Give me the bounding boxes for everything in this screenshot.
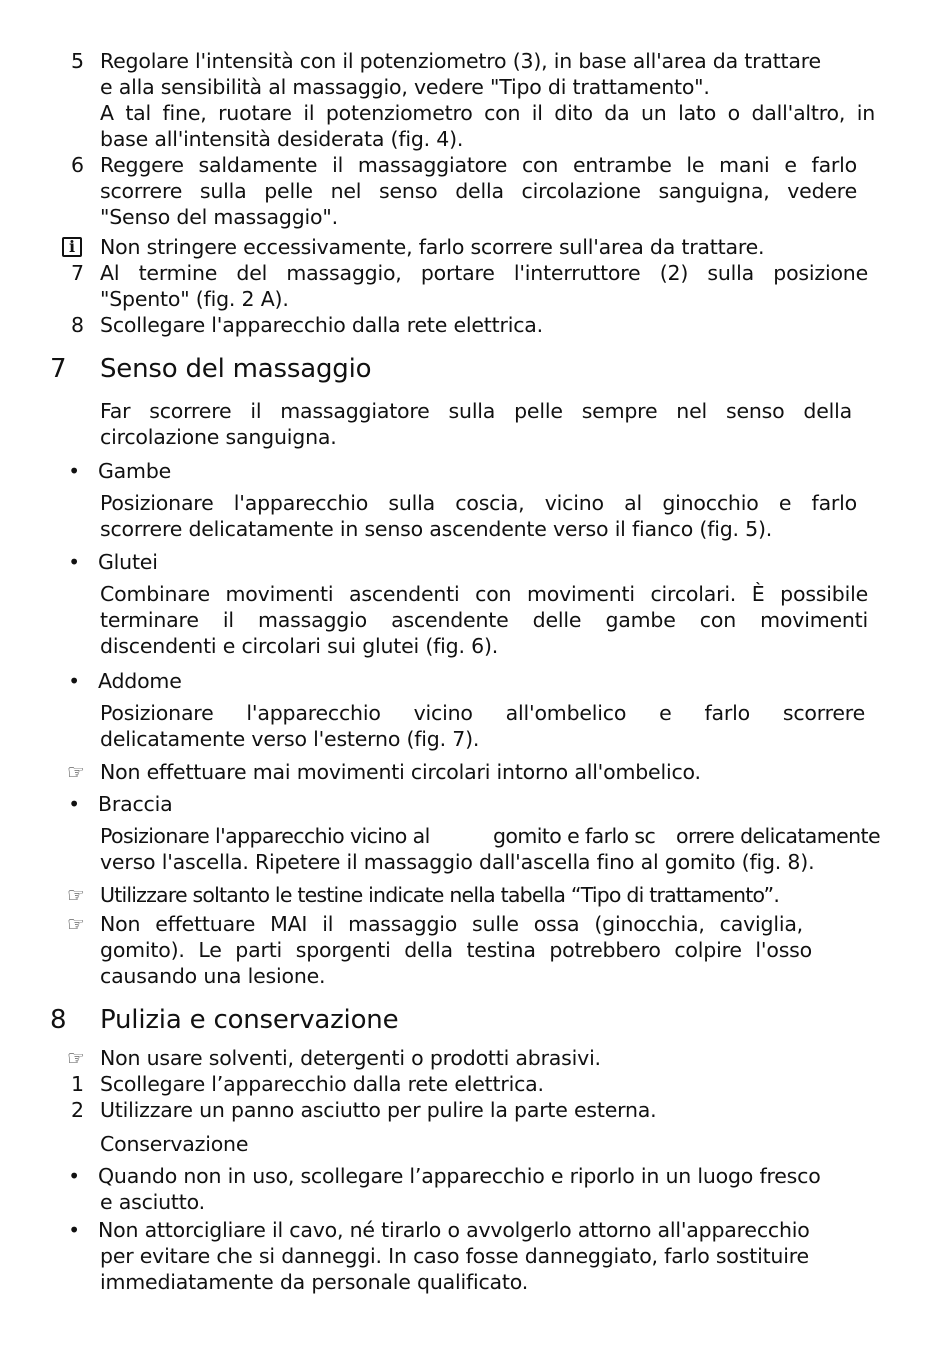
pointing-hand-icon: ☞ xyxy=(67,760,85,784)
bullet-label: Addome xyxy=(98,669,182,693)
bullet-dot: • xyxy=(68,669,80,693)
section-number: 8 xyxy=(50,1005,67,1035)
body-line-part: orrere delicatamente xyxy=(676,824,880,848)
body-line: delicatamente verso l'esterno (fig. 7). xyxy=(100,727,480,751)
section-number: 7 xyxy=(50,354,67,384)
bullet-dot: • xyxy=(68,550,80,574)
step-text-line: "Spento" (fig. 2 A). xyxy=(100,287,289,311)
step-text-line: Regolare l'intensità con il potenziometro (3), in base all'area da trattare xyxy=(100,49,821,73)
body-line-part: gomito e farlo sc xyxy=(493,824,656,848)
section-title: Pulizia e conservazione xyxy=(100,1005,399,1035)
step-number: 1 xyxy=(70,1072,84,1096)
step-text-line: "Senso del massaggio". xyxy=(100,205,338,229)
body-line: Posizionare l'apparecchio vicino all'ombelico e farlo scorrere xyxy=(100,701,865,725)
body-line: Non attorcigliare il cavo, né tirarlo o avvolgerlo attorno all'apparecchio xyxy=(98,1218,810,1242)
pointing-hand-icon: ☞ xyxy=(67,883,85,907)
body-line: terminare il massaggio ascendente delle gambe con movimenti xyxy=(100,608,868,632)
pointing-hand-icon: ☞ xyxy=(67,912,85,936)
step-text-line: Reggere saldamente il massaggiatore con entrambe le mani e farlo xyxy=(100,153,857,177)
body-line: Combinare movimenti ascendenti con movimenti circolari. È possibile xyxy=(100,582,868,606)
body-line: per evitare che si danneggi. In caso fosse danneggiato, farlo sostituire xyxy=(100,1244,809,1268)
step-number: 7 xyxy=(70,261,84,285)
step-text-line: e alla sensibilità al massaggio, vedere "Tipo di trattamento". xyxy=(100,75,710,99)
note-text: Utilizzare soltanto le testine indicate nella tabella “Tipo di trattamento”. xyxy=(100,883,780,907)
step-text-line: Scollegare l'apparecchio dalla rete elettrica. xyxy=(100,313,543,337)
intro-line: Far scorrere il massaggiatore sulla pelle sempre nel senso della xyxy=(100,399,852,423)
body-line: scorrere delicatamente in senso ascendente verso il fianco (fig. 5). xyxy=(100,517,773,541)
body-line: immediatamente da personale qualificato. xyxy=(100,1270,529,1294)
body-line: Quando non in uso, scollegare l’apparecchio e riporlo in un luogo fresco xyxy=(98,1164,821,1188)
note-text: Non effettuare mai movimenti circolari intorno all'ombelico. xyxy=(100,760,701,784)
note-text: causando una lesione. xyxy=(100,964,326,988)
step-text-line: base all'intensità desiderata (fig. 4). xyxy=(100,127,464,151)
step-number: 5 xyxy=(70,49,84,73)
body-line: Posizionare l'apparecchio sulla coscia, vicino al ginocchio e farlo xyxy=(100,491,857,515)
info-note-text: Non stringere eccessivamente, farlo scorrere sull'area da trattare. xyxy=(100,235,765,259)
note-text: gomito). Le parti sporgenti della testina potrebbero colpire l'osso xyxy=(100,938,812,962)
step-number: 2 xyxy=(70,1098,84,1122)
step-text-line: Al termine del massaggio, portare l'interruttore (2) sulla posizione xyxy=(100,261,868,285)
bullet-dot: • xyxy=(68,792,80,816)
body-line: e asciutto. xyxy=(100,1190,205,1214)
note-text: Non usare solventi, detergenti o prodotti abrasivi. xyxy=(100,1046,601,1070)
pointing-hand-icon: ☞ xyxy=(67,1046,85,1070)
note-text: Non effettuare MAI il massaggio sulle ossa (ginocchia, caviglia, xyxy=(100,912,803,936)
step-text-line: scorrere sulla pelle nel senso della circolazione sanguigna, vedere xyxy=(100,179,857,203)
bullet-label: Braccia xyxy=(98,792,173,816)
step-text-line: Scollegare l’apparecchio dalla rete elettrica. xyxy=(100,1072,544,1096)
step-text-line: A tal fine, ruotare il potenziometro con il dito da un lato o dall'altro, in xyxy=(100,101,875,125)
bullet-dot: • xyxy=(68,459,80,483)
body-line: discendenti e circolari sui glutei (fig. 6). xyxy=(100,634,499,658)
section-title: Senso del massaggio xyxy=(100,354,372,384)
bullet-label: Glutei xyxy=(98,550,158,574)
body-line-part: Posizionare l'apparecchio vicino al xyxy=(100,824,430,848)
bullet-dot: • xyxy=(68,1164,80,1188)
step-text-line: Utilizzare un panno asciutto per pulire la parte esterna. xyxy=(100,1098,657,1122)
step-number: 6 xyxy=(70,153,84,177)
intro-line: circolazione sanguigna. xyxy=(100,425,337,449)
subheading: Conservazione xyxy=(100,1132,249,1156)
step-number: 8 xyxy=(70,313,84,337)
bullet-dot: • xyxy=(68,1218,80,1242)
info-icon: i xyxy=(62,237,82,257)
body-line: verso l'ascella. Ripetere il massaggio dall'ascella fino al gomito (fig. 8). xyxy=(100,850,815,874)
bullet-label: Gambe xyxy=(98,459,172,483)
